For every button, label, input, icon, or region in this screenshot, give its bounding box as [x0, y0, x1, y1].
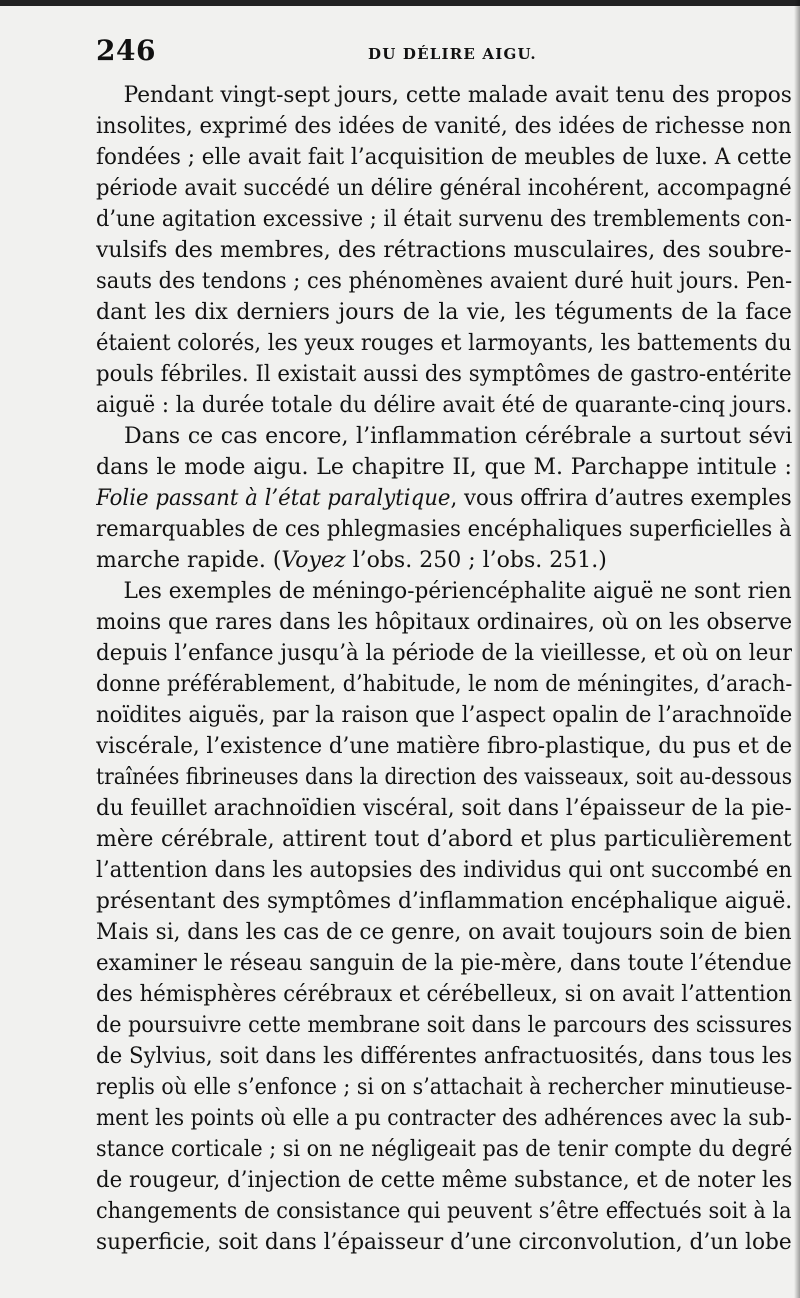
text-line: depuis l’enfance jusqu’à la période de la vieillesse, et où on leur: [96, 641, 793, 666]
text-line: donne préférablement, d’habitude, le nom de méningites, d’arach-: [96, 672, 792, 697]
text-line: ment les points où elle a pu contracter des adhérences avec la sub-: [96, 1106, 792, 1131]
text-line: dans le mode aigu. Le chapitre II, que M. Parchappe intitule :: [96, 455, 792, 480]
text-line: Folie passant à l’état paralytique, vous offrira d’autres exemples: [96, 486, 792, 511]
text-line: Dans ce cas encore, l’inflammation cérébrale a surtout sévi: [124, 424, 792, 449]
text-line: superficie, soit dans l’épaisseur d’une circonvolution, d’un lobe: [96, 1230, 792, 1255]
italic-phrase: Voyez: [281, 548, 346, 573]
text-line: des hémisphères cérébraux et cérébelleux, si on avait l’attention: [96, 982, 792, 1007]
text-line: dant les dix derniers jours de la vie, les téguments de la face: [96, 300, 792, 325]
text-line: de Sylvius, soit dans les différentes anfractuosités, dans tous les: [96, 1044, 792, 1069]
text-line: Pendant vingt-sept jours, cette malade avait tenu des propos: [123, 83, 792, 108]
text-line: changements de consistance qui peuvent s’être effectués soit à la: [96, 1199, 792, 1224]
text-line: replis où elle s’enfonce ; si on s’attachait à rechercher minutieuse-: [96, 1075, 792, 1100]
text-line: pouls fébriles. Il existait aussi des symptômes de gastro-entérite: [96, 362, 792, 387]
text-line: insolites, exprimé des idées de vanité, des idées de richesse non: [96, 114, 792, 139]
text-line: de rougeur, d’injection de cette même substance, et de noter les: [96, 1168, 792, 1193]
text-line: Mais si, dans les cas de ce genre, on avait toujours soin de bien: [96, 920, 792, 945]
scan-top-edge: [0, 0, 800, 6]
text-line: marche rapide. (Voyez l’obs. 250 ; l’obs. 251.): [96, 548, 607, 573]
page-number: 246: [96, 34, 156, 67]
text-line: présentant des symptômes d’inflammation encéphalique aiguë.: [96, 889, 792, 914]
text-line: aiguë : la durée totale du délire avait été de quarante-cinq jours.: [96, 393, 793, 418]
text-line: remarquables de ces phlegmasies encéphaliques superficielles à: [96, 517, 792, 542]
italic-phrase: Folie passant à l’état paralytique: [96, 486, 451, 511]
page-header: [96, 34, 796, 74]
text-line: de poursuivre cette membrane soit dans le parcours des scissures: [96, 1013, 792, 1038]
text-line: vulsifs des membres, des rétractions musculaires, des soubre-: [96, 238, 792, 263]
text-line: viscérale, l’existence d’une matière fibro-plastique, du pus et de: [96, 734, 792, 759]
text-line: étaient colorés, les yeux rouges et larmoyants, les battements du: [96, 331, 792, 356]
scan-right-edge: [794, 0, 800, 1298]
text-line: d’une agitation excessive ; il était survenu des tremblements con-: [96, 207, 792, 232]
text-line: moins que rares dans les hôpitaux ordinaires, où on les observe: [96, 610, 792, 635]
text-line: Les exemples de méningo-périencéphalite aiguë ne sont rien: [123, 579, 792, 604]
text-line: traînées fibrineuses dans la direction des vaisseaux, soit au-dessous: [96, 765, 793, 790]
text-line: sauts des tendons ; ces phénomènes avaient duré huit jours. Pen-: [96, 269, 792, 294]
text-line: examiner le réseau sanguin de la pie-mère, dans toute l’étendue: [96, 951, 792, 976]
text-line: fondées ; elle avait fait l’acquisition de meubles de luxe. A cette: [96, 145, 792, 170]
text-line: mère cérébrale, attirent tout d’abord et plus particulièrement: [96, 827, 792, 852]
body-text: [96, 80, 792, 1258]
text-line: noïdites aiguës, par la raison que l’aspect opalin de l’arachnoïde: [96, 703, 792, 728]
text-line: stance corticale ; si on ne négligeait pas de tenir compte du degré: [96, 1137, 792, 1162]
text-line: l’attention dans les autopsies des individus qui ont succombé en: [96, 858, 793, 883]
text-line: période avait succédé un délire général incohérent, accompagné: [96, 176, 792, 201]
running-title: DU DÉLIRE AIGU.: [368, 45, 537, 63]
text-line: du feuillet arachnoïdien viscéral, soit dans l’épaisseur de la pie-: [96, 796, 792, 821]
